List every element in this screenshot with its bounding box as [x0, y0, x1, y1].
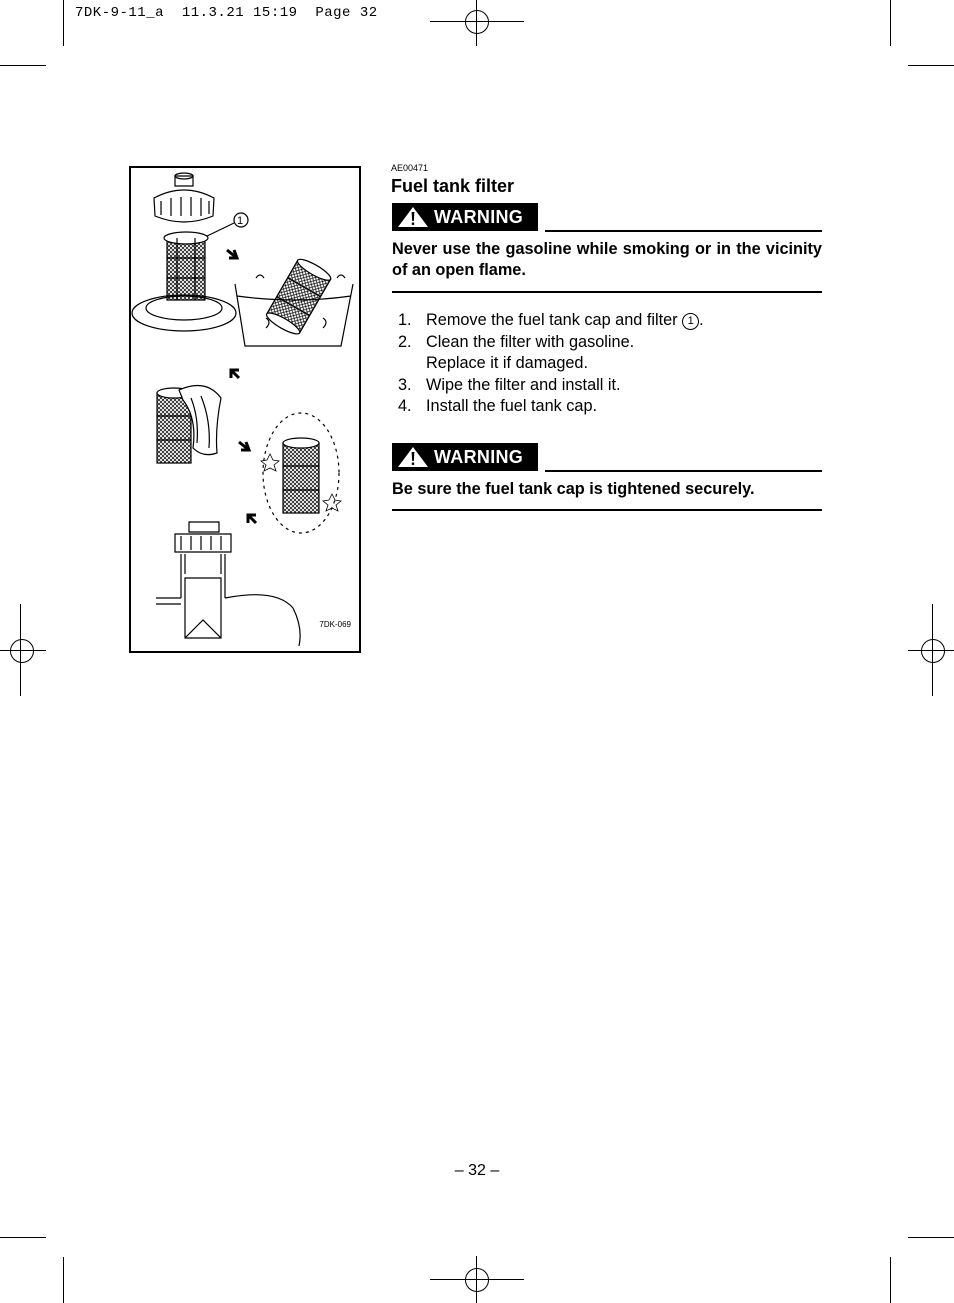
arrow-icon: [239, 442, 249, 450]
list-item: 2. Clean the filter with gasoline. Replace it if damaged.: [398, 332, 635, 372]
clean-filter-drawing: [261, 413, 341, 533]
section-code: AE00471: [391, 163, 429, 173]
arrow-icon: [248, 515, 256, 523]
warning-triangle-icon: [397, 446, 429, 468]
warning-badge: [392, 203, 538, 231]
gasoline-basin-drawing: [235, 256, 353, 346]
warning-triangle-icon: [397, 206, 429, 228]
wipe-filter-drawing: [157, 386, 221, 464]
warning-top-rule: [545, 230, 822, 232]
warning-text: Be sure the fuel tank cap is tightened securely.: [392, 480, 755, 498]
callout-number: 1: [237, 215, 244, 227]
warning-label: WARNING: [434, 446, 524, 467]
warning-bottom-rule: [392, 291, 822, 293]
installed-cap-drawing: [156, 522, 300, 646]
list-item: 3. Wipe the filter and install it.: [398, 375, 621, 394]
warning-text: Never use the gasoline while smoking or in the vicinity of an open flame.: [392, 240, 822, 279]
figure-code: 7DK-069: [319, 620, 351, 629]
warning-top-rule: [545, 470, 822, 472]
procedure-steps: [398, 310, 704, 418]
fuel-cap-drawing: [154, 173, 214, 222]
callout-ref: 1: [682, 313, 699, 330]
arrow-icon: [231, 370, 239, 378]
list-item: 4. Install the fuel tank cap.: [398, 397, 598, 415]
printer-slug: 7DK-9-11_a 11.3.21 15:19 Page 32: [75, 5, 378, 21]
page-number: – 32 –: [454, 1162, 500, 1179]
section-title: Fuel tank filter: [391, 176, 515, 196]
warning-bottom-rule: [392, 509, 822, 511]
warning-badge: [392, 443, 538, 471]
filter-illustration: [129, 166, 361, 653]
callout-leader: [203, 223, 234, 238]
warning-label: WARNING: [434, 206, 524, 227]
arrow-icon: [227, 250, 237, 258]
list-item: 1. Remove the fuel tank cap and filter 1 .: [398, 311, 704, 329]
filter-on-tank-drawing: [132, 232, 236, 331]
